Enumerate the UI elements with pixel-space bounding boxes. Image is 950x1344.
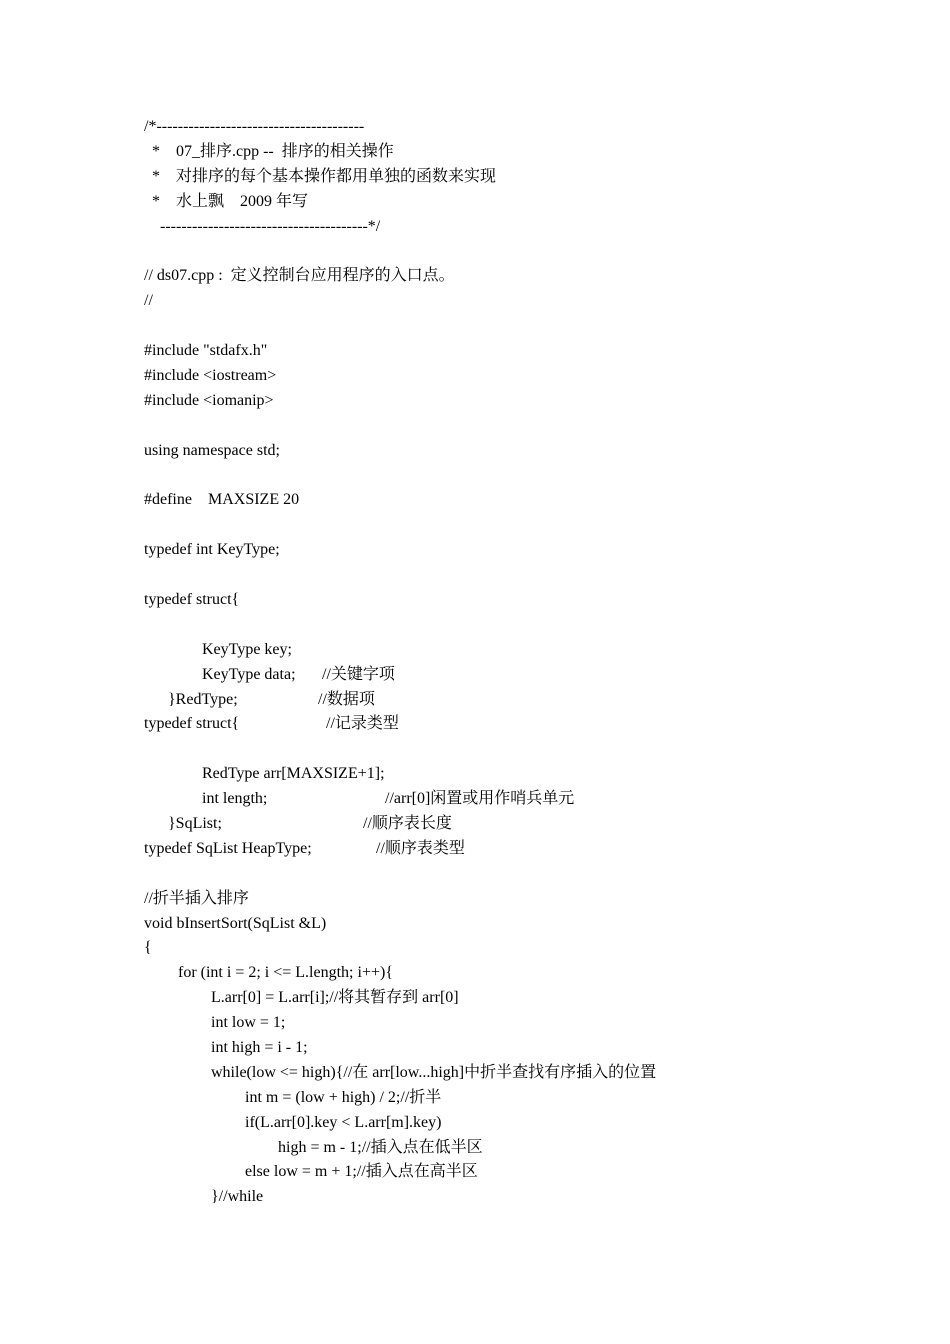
redtype-struct-open: typedef struct{	[144, 590, 240, 608]
header-comment-line-1: * 07_排序.cpp -- 排序的相关操作	[144, 142, 394, 160]
code-listing	[144, 115, 904, 1210]
blank-line	[144, 513, 904, 538]
redtype-comment-key: //关键字项	[322, 665, 395, 683]
file-comment-line-2: //	[144, 292, 153, 310]
binsert-signature: void bInsertSort(SqList &L)	[144, 914, 327, 932]
sqlist-struct-open: typedef struct{	[144, 715, 240, 733]
binsert-m-line: int m = (low + high) / 2;//折半	[245, 1088, 442, 1106]
blank-line	[144, 563, 904, 588]
binsert-while-close: }//while	[211, 1188, 264, 1206]
binsert-assign-line: L.arr[0] = L.arr[i];//将其暂存到 arr[0]	[211, 989, 459, 1007]
redtype-field-key: KeyType key;	[202, 640, 292, 658]
header-comment-open: /*---------------------------------------	[144, 118, 365, 135]
typedef-heaptype-line: typedef SqList HeapType;	[144, 839, 312, 857]
include-iomanip: #include <iomanip>	[144, 391, 274, 409]
sqlist-comment-length: //顺序表长度	[363, 814, 452, 832]
sqlist-struct-close: }SqList;	[168, 814, 222, 832]
typedef-keytype-line: typedef int KeyType;	[144, 541, 280, 559]
blank-line	[144, 239, 904, 264]
binsert-for-line: for (int i = 2; i <= L.length; i++){	[178, 964, 393, 982]
sqlist-field-arr: RedType arr[MAXSIZE+1];	[202, 765, 385, 783]
sqlist-field-length: int length;	[202, 790, 268, 808]
binsert-low-line: int low = 1;	[211, 1014, 286, 1032]
include-iostream: #include <iostream>	[144, 366, 277, 384]
binsert-if-line: if(L.arr[0].key < L.arr[m].key)	[245, 1113, 442, 1131]
binsert-brace-open: {	[144, 939, 152, 957]
using-namespace-line: using namespace std;	[144, 441, 280, 459]
header-comment-line-2: * 对排序的每个基本操作都用单独的函数来实现	[144, 167, 497, 185]
header-comment-line-3: * 水上飘 2009 年写	[144, 192, 309, 210]
redtype-struct-close: }RedType;	[168, 690, 238, 708]
binsert-comment: //折半插入排序	[144, 889, 249, 907]
sqlist-comment-type: //顺序表类型	[376, 839, 465, 857]
file-comment-line-1: // ds07.cpp : 定义控制台应用程序的入口点。	[144, 267, 455, 285]
binsert-high-assign-line: high = m - 1;//插入点在低半区	[278, 1138, 483, 1156]
sqlist-comment-arr: //arr[0]闲置或用作哨兵单元	[385, 790, 575, 808]
blank-line	[144, 414, 904, 439]
header-comment-close: ---------------------------------------*/	[160, 217, 381, 235]
redtype-field-data: KeyType data;	[202, 665, 296, 683]
blank-line	[144, 862, 904, 887]
blank-line	[144, 314, 904, 339]
blank-line	[144, 812, 904, 837]
binsert-else-line: else low = m + 1;//插入点在高半区	[245, 1163, 478, 1181]
redtype-comment-type: //记录类型	[326, 715, 399, 733]
blank-line	[144, 687, 904, 712]
redtype-comment-data: //数据项	[318, 690, 375, 708]
include-stdafx: #include "stdafx.h"	[144, 342, 268, 360]
blank-line	[144, 463, 904, 488]
binsert-while-line: while(low <= high){//在 arr[low...high]中折半查找有序插入的位置	[211, 1063, 657, 1081]
define-maxsize-line: #define MAXSIZE 20	[144, 491, 300, 509]
binsert-high-line: int high = i - 1;	[211, 1038, 308, 1056]
